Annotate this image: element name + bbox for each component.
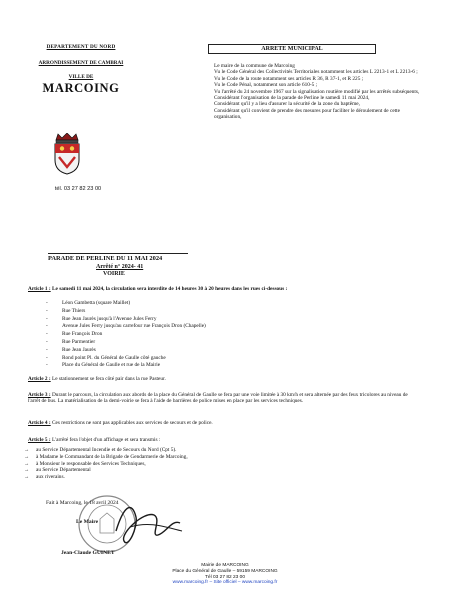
phone-number: tél. 03 27 82 23 00 — [54, 186, 102, 192]
coat-of-arms-icon — [53, 133, 81, 175]
article-1-label: Article 1 : — [28, 286, 51, 292]
article-2-label: Article 2 : — [28, 376, 51, 382]
footer-line: Place du Général de Gaulle – 59159 MARCOING — [172, 568, 278, 574]
signatory-title: Le Maire — [76, 519, 99, 525]
article-4 — [28, 420, 420, 426]
arrete-number: Arrêté n° 2024- 41 — [96, 264, 144, 270]
list-item: - Léon Gambetta (square Maillet) — [46, 300, 306, 308]
article-3-label: Article 3 : — [28, 392, 51, 398]
list-item: - Rue François Dron — [46, 331, 306, 339]
parade-title: PARADE DE PERLINE DU 11 MAI 2024 — [48, 253, 188, 262]
town-name: MARCOING — [42, 81, 120, 95]
preamble-line: Vu le Code Pénal, notamment son article 610-5 ; — [214, 82, 318, 89]
arrow-icon: → — [24, 453, 30, 460]
list-item: → au Service Départemental Incendie et de Secours du Nord (Cpt 5). — [24, 447, 177, 453]
list-item: - Rue Jean Jaurès jusqu'à l'Avenue Jules Ferry — [46, 316, 306, 324]
article-1-text: Le samedi 11 mai 2024, la circulation sera interdite de 14 heures 30 à 20 heures dans les rues ci-dessous : — [51, 286, 288, 292]
article-4-text: Ces restrictions ne sont pas applicables aux services de secours et de police. — [51, 420, 213, 426]
footer-line: Mairie de MARCOING — [201, 563, 249, 568]
list-item: - Place du Général de Gaulle et rue de la Mairie — [46, 362, 306, 370]
ville-label: VILLE DE — [68, 74, 94, 80]
article-3-text: Durant le parcours, la circulation aux abords de la place du Général de Gaulle se fera par une voie limitée à 30 km/h et sera alternée par des feux tricolores au niveau de l'arrêt de bus. La matérialisation de la demi-voirie se fera à l'aide de barrières de police mises en place par les services techniques. — [28, 392, 408, 405]
arrow-icon: → — [24, 460, 30, 467]
signatory-name: Jean-Claude GUINET — [61, 550, 115, 556]
list-item: → à Madame le Commandant de la Brigade de Gendarmerie de Marcoing, — [24, 453, 188, 460]
arrow-icon: → — [24, 474, 30, 481]
recipient-list — [24, 447, 324, 481]
document-title: ARRETE MUNICIPAL — [208, 44, 376, 54]
list-item: - Avenue Jules Ferry jusqu'au carrefour rue François Dron (Chapelle) — [46, 323, 306, 331]
handwritten-signature — [110, 497, 190, 557]
category-label: VOIRIE — [103, 271, 125, 277]
issuer-block — [22, 44, 140, 95]
article-4-label: Article 4 : — [28, 420, 51, 426]
article-2 — [28, 376, 420, 382]
preamble-line: Considérant qu'il convient de prendre des mesures pour faciliter le déroulement de cette organisation, — [214, 107, 400, 121]
preamble-line: Vu l'arrêté du 24 novembre 1967 sur la signalisation routière modifié par les arrêtés subséquents, — [214, 88, 420, 95]
preamble-line: Vu le Code de la route notamment ses articles R 36, R 37-1, et R 225 ; — [214, 75, 364, 82]
footer-website-link[interactable]: www.marcoing.fr – Site officiel – www.marcoing.fr — [172, 580, 278, 586]
footer-line: Tél 03 27 82 23 00 — [204, 574, 245, 580]
preamble-line: Considérant qu'il y a lieu d'assurer la sécurité de la zone du baptême, — [214, 101, 360, 108]
list-item: → à Monsieur le responsable des Services Techniques, — [24, 460, 146, 467]
preamble-line: Considérant l'organisation de la parade de Perline le samedi 11 mai 2024, — [214, 95, 370, 102]
list-item: → au Service Départemental — [24, 467, 91, 474]
arrow-icon: → — [24, 467, 30, 474]
street-list — [46, 300, 306, 370]
list-item: - Rue Parmentier — [46, 339, 306, 347]
preamble-line: Le maire de la commune de Marcoing — [214, 63, 295, 69]
preamble — [214, 63, 420, 121]
article-5 — [28, 437, 420, 443]
arrondissement-label: ARRONDISSEMENT DE CAMBRAI — [38, 60, 124, 66]
article-5-text: L'arrêté fera l'objet d'un affichage et sera transmis : — [51, 437, 161, 443]
article-3 — [28, 392, 420, 405]
list-item: - Rue Thiers — [46, 308, 306, 316]
article-1 — [28, 286, 420, 292]
list-item: - Rue Jean Jaurès — [46, 347, 306, 355]
list-item: - Rond point Pl. du Général de Gaulle côté gauche — [46, 355, 306, 363]
list-item: → aux riverains. — [24, 474, 65, 481]
preamble-line: Vu le Code Général des Collectivités Territoriales notamment les articles L 2213-1 et L 2213-6 ; — [214, 69, 418, 76]
department-label: DEPARTEMENT DU NORD — [46, 44, 116, 50]
arrow-icon: → — [24, 447, 30, 453]
article-5-label: Article 5 : — [28, 437, 51, 443]
article-2-text: Le stationnement se fera côté pair dans la rue Pasteur. — [51, 376, 166, 382]
place-date: Fait à Marcoing, le 18 avril 2024 — [46, 500, 119, 506]
footer — [110, 563, 340, 586]
